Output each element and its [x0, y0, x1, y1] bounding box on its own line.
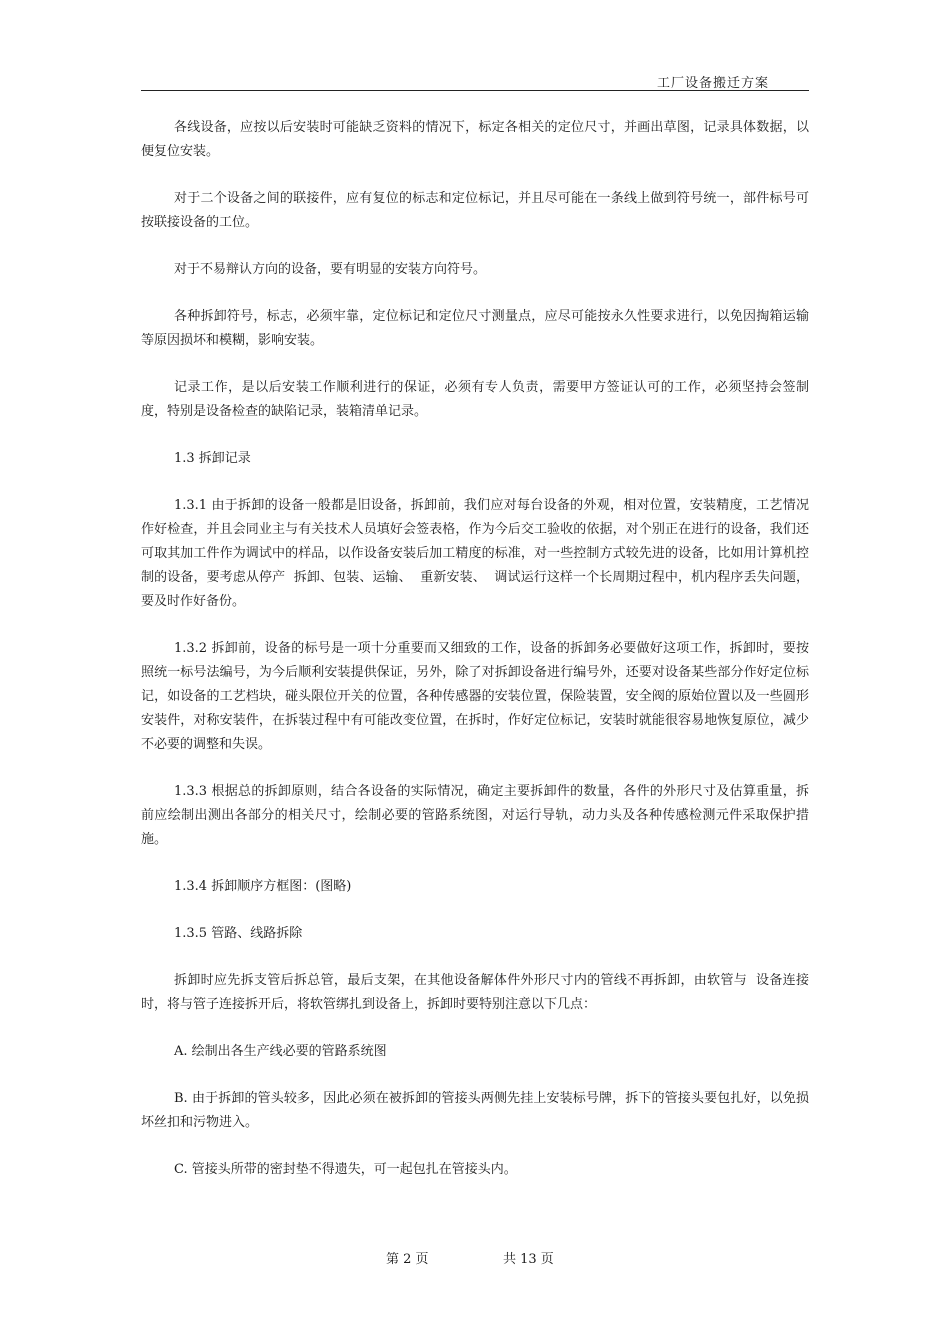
- paragraph: 各种拆卸符号，标志，必须牢靠，定位标记和定位尺寸测量点，应尽可能按永久性要求进行，以免因掏箱运输等原因损坏和模糊，影响安装。: [141, 309, 809, 348]
- list-item: C. 管接头所带的密封垫不得遗失，可一起包扎在管接头内。: [174, 1162, 517, 1177]
- paragraph: 对于不易辩认方向的设备，要有明显的安装方向符号。: [174, 262, 487, 277]
- header-title: 工厂设备搬迁方案: [656, 76, 769, 91]
- subsection-heading: 1.3.5 管路、线路拆除: [174, 926, 303, 941]
- paragraph: 各线设备，应按以后安装时可能缺乏资料的情况下，标定各相关的定位尺寸，并画出草图，记录具体数据，以便复位安装。: [141, 120, 809, 159]
- page-number: 第 2 页: [386, 1252, 429, 1267]
- document-body: [141, 116, 809, 1205]
- paragraph: 1.3.1 由于拆卸的设备一般都是旧设备，拆卸前，我们应对每台设备的外观，相对位置，安装精度，工艺情况作好检查，并且会同业主与有关技术人员填好会签表格，作为今后交工验收的依据，对个别正在进行的设备，我们还可取其加工件作为调试中的样品，以作设备安装后加工精度的标准，对一些控制方式较先进的设备，比如用计算机控制的设备，要考虑从停产 拆卸、包装、运输、 重新安装、 调试运行这样一个长周期过程中，机内程序丢失问题，要及时作好备份。: [141, 498, 809, 609]
- paragraph: 记录工作，是以后安装工作顺利进行的保证，必须有专人负责，需要甲方签证认可的工作，必须坚持会签制度，特别是设备检查的缺陷记录，装箱清单记录。: [141, 380, 809, 419]
- subsection-heading: 1.3.4 拆卸顺序方框图：(图略): [174, 879, 352, 894]
- paragraph: 1.3.2 拆卸前，设备的标号是一项十分重要而又细致的工作，设备的拆卸务必要做好这项工作，拆卸时，要按照统一标号法编号，为今后顺利安装提供保证，另外，除了对拆卸设备进行编号外，还要对设备某些部分作好定位标记，如设备的工艺档块，碰头限位开关的位置，各种传感器的安装位置，保险装置，安全阀的原始位置以及一些圆形安装件，对称安装件，在拆装过程中有可能改变位置，在拆时，作好定位标记，安装时就能很容易地恢复原位，减少不必要的调整和失误。: [141, 641, 809, 752]
- list-item: B. 由于拆卸的管头较多，因此必须在被拆卸的管接头两侧先挂上安装标号牌，拆下的管接头要包扎好，以免损坏丝扣和污物进入。: [141, 1091, 809, 1130]
- section-heading: 1.3 拆卸记录: [174, 451, 251, 466]
- paragraph: 对于二个设备之间的联接件，应有复位的标志和定位标记，并且尽可能在一条线上做到符号统一，部件标号可按联接设备的工位。: [141, 191, 809, 230]
- paragraph: 1.3.3 根据总的拆卸原则，结合各设备的实际情况，确定主要拆卸件的数量，各件的外形尺寸及估算重量，拆前应绘制出测出各部分的相关尺寸，绘制必要的管路系统图，对运行导轨，动力头及各种传感检测元件采取保护措施。: [141, 784, 809, 847]
- list-item: A. 绘制出各生产线必要的管路系统图: [174, 1044, 387, 1059]
- page-header: [141, 74, 809, 91]
- page-total: 共 13 页: [503, 1252, 554, 1267]
- paragraph: 拆卸时应先拆支管后拆总管，最后支架，在其他设备解体件外形尺寸内的管线不再拆卸，由软管与 设备连接时，将与管子连接拆开后，将软管绑扎到设备上，拆卸时要特别注意以下几点：: [141, 973, 809, 1012]
